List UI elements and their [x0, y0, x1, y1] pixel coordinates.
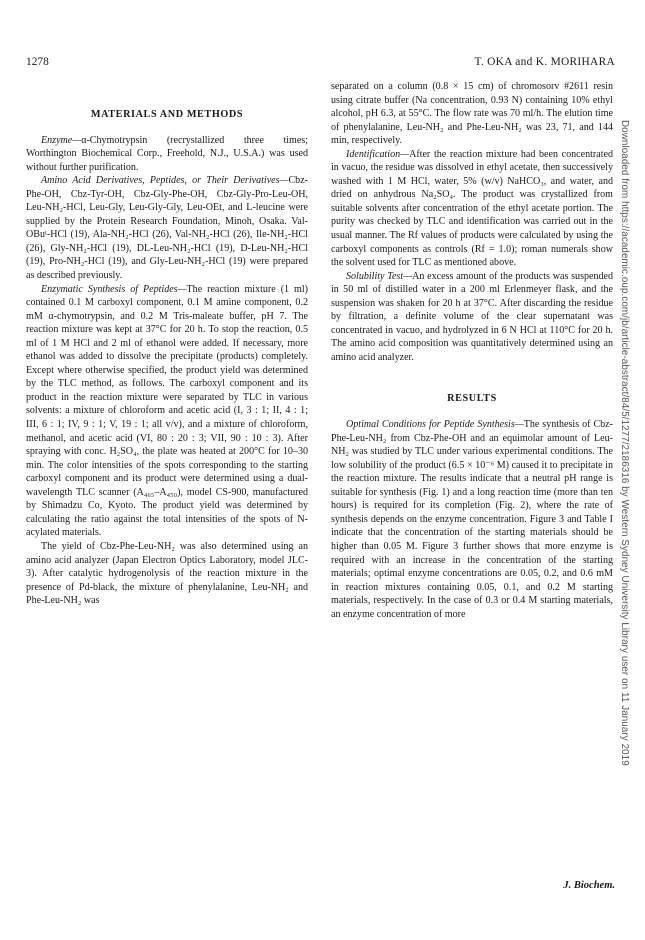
paragraph-enzyme	[26, 134, 308, 175]
section-heading-results: RESULTS	[447, 393, 497, 405]
paragraph-solubility	[331, 270, 613, 365]
run-in-heading: Identification—	[346, 148, 410, 160]
paragraph-yield	[26, 540, 308, 608]
journal-footer: J. Biochem.	[563, 880, 615, 891]
run-in-heading: Enzymatic Synthesis of Peptides—	[41, 283, 187, 295]
run-in-heading: Solubility Test—	[346, 270, 413, 282]
paragraph-derivatives	[26, 174, 308, 282]
page-number: 1278	[26, 56, 49, 68]
paragraph-text: The reaction mixture (1 ml) contained 0.1 M carboxyl component, 0.1 M amine component, 0.2 mM α-chymotrypsin, and 0.2 M Tris-maleate buffer, pH 7. The reaction mixture was kept at 37°C for 20 h. To stop the reaction, 0.5 ml of 1 M HCl and 2 ml of ethanol were added. If necessary, more ethanol was added to dissolve the precipitate (products) completely. Except where otherwise specified, the product yield was determined by the TLC method, as follows. The carboxyl component and its product in the reaction mixture were separated by TLC in various solvents: a mixture of chloroform and acetic acid (I, 3 : 1; II, 4 : 1; III, 6 : 1; IV, 9 : 1; V, 19 : 1; all v/v), and a mixture of chloroform, methanol, and acetic acid (VI, 80 : 20 : 3; VII, 90 : 10 : 3). After spraying with conc. H₂SO₄, the plate was heated at 200°C for 10–30 min. The color intensities of the spots corresponding to the starting carboxyl component and its product were determined using a dual-wavelength TLC scanner (A₄₆₅–A₄₅₀), model CS-900, manufactured by Shimadzu Co, Kyoto. The product yield was determined by calculating the ratio against the total intensities of the spots of N-acylated materials.	[26, 283, 308, 539]
section-heading-methods: MATERIALS AND METHODS	[90, 109, 244, 120]
page-header	[26, 56, 615, 72]
paragraph-text: The synthesis of Cbz-Phe-Leu-NH₂ from Cbz-Phe-OH and an equimolar amount of Leu-NH₂ was studied by TLC under various experimental conditions. The low solubility of the product (6.5 × 10⁻⁶ M) caused it to precipitate in the reaction mixture. The results indicate that a neutral pH range is suitable for synthesis (Fig. 1) and a long reaction time (more than ten hours) is required for its completion (Fig. 2), where the rate of synthesis depends on the enzyme concentration. Figure 3 and Table I indicate that the concentration of the starting materials should be higher than 0.05 M. Figure 3 further shows that more enzyme is required with an increase in the concentration of the starting materials; optimal enzyme concentrations are 0.05, 0.2, and 0.6 mM in reaction mixtures containing 0.05, 0.1, and 0.2 M starting materials, respectively. In the case of 0.3 or 0.4 M starting materials, an enzyme concentration of more	[331, 419, 613, 620]
paragraph-text: The yield of Cbz-Phe-Leu-NH₂ was also determined using an amino acid analyzer (Japan Electron Optics Laboratory, model JLC-3). After catalytic hydrogenolysis of the reaction mixture in the presence of Pd-black, the mixture of phenylalanine, Leu-NH₂ and Phe-Leu-NH₂ was	[26, 540, 308, 607]
right-column	[331, 80, 613, 621]
run-in-heading: Optimal Conditions for Peptide Synthesis—	[346, 419, 524, 431]
run-in-heading: Amino Acid Derivatives, Peptides, or Their Derivatives—	[41, 175, 289, 187]
paragraph-continued	[331, 80, 613, 148]
paragraph-text: An excess amount of the products was suspended in 50 ml of distilled water in a 200 ml Erlenmeyer flask, and the suspension was shaken for 20 h at 37°C. After discarding the residue by filtration, a definite volume of the clear supernatant was concentrated in vacuo, and hydrolyzed in 6 N HCl at 110°C for 20 h. The amino acid composition was quantitatively determined using an amino acid analyzer.	[331, 270, 614, 363]
paragraph-text: After the reaction mixture had been concentrated in vacuo, the residue was dissolved in ethyl acetate, then successively washed with 1 M HCl, water, 5% (w/v) NaHCO₃, and water, and dried on anhydrous Na₂SO₄. The product was crystallized from suitable solvents after concentration of the ethyl acetate portion. The purity was checked by TLC and identification was carried out in the usual manner. The Rf values of products were calculated by using the carboxyl components as controls (Rf = 1.0); roman numerals show the solvent used for TLC as mentioned above.	[331, 148, 613, 269]
paragraph-text: separated on a column (0.8 × 15 cm) of chromosorv #2611 resin using citrate buffer (Na concentration, 0.93 N) containing 10% ethyl alcohol, pH 6.3, at 55°C. The flow rate was 70 ml/h. The elution time of phenylalanine, Leu-NH₂ and Phe-Leu-NH₂ was 23, 71, and 144 min, respectively.	[331, 81, 613, 147]
paragraph-optimal-conditions	[331, 418, 613, 621]
left-column	[26, 80, 308, 608]
paragraph-text: Cbz-Phe-OH, Cbz-Tyr-OH, Cbz-Gly-Phe-OH, Cbz-Gly-Pro-Leu-OH, Leu-NH₂-HCl, Leu-Gly, Leu-Gly-Gly, Leu-OEt, and L-leucine were supplied by the Protein Research Foundation, Minoh, Osaka. Val-OBuᵗ-HCl (19), Ala-NH₂-HCl (26), Val-NH₂-HCl (26), Ile-NH₂-HCl (26), Gly-NH₂-HCl (19), DL-Leu-NH₂-HCl (19), D-Leu-NH₂-HCl (19), Pro-NH₂-HCl (19), and Gly-Leu-NH₂-HCl (19) were prepared as described previously.	[26, 175, 308, 282]
paragraph-identification	[331, 148, 613, 270]
run-in-heading: Enzyme—	[41, 134, 82, 146]
download-watermark: Downloaded from https://academic.oup.com/jb/article-abstract/84/5/1277/2186316 by Western Sydney University Library user on 11 January 2019	[619, 120, 630, 766]
running-head-authors: T. OKA and K. MORIHARA	[474, 56, 615, 68]
paragraph-enzymatic-synthesis	[26, 283, 308, 540]
paragraph-text: α-Chymotrypsin (recrystallized three times; Worthington Biochemical Corp., Freehold, N.J., U.S.A.) was used without further purification.	[26, 134, 308, 173]
